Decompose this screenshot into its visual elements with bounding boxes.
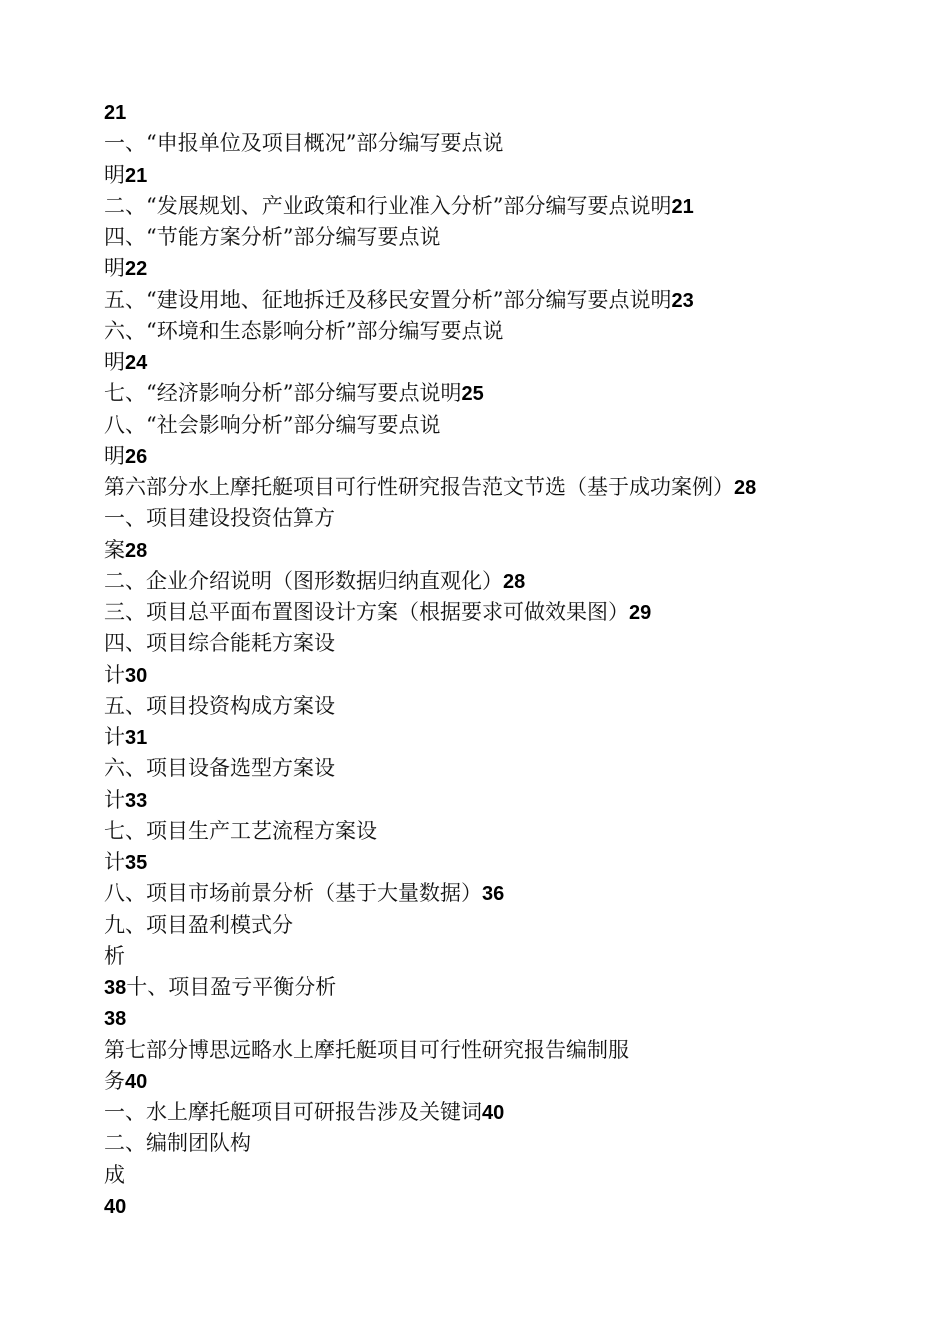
- toc-page-number: 21: [671, 195, 694, 218]
- toc-entry-title: 计: [104, 850, 125, 874]
- toc-page-number: 28: [503, 570, 526, 593]
- toc-page-number: 24: [125, 352, 148, 374]
- toc-line: [104, 472, 864, 503]
- toc-line: [104, 410, 864, 441]
- toc-line: [104, 878, 864, 909]
- toc-line: [104, 1191, 864, 1222]
- toc-entry-title: 六、项目设备选型方案设: [104, 756, 335, 781]
- toc-page-number: 40: [104, 1195, 127, 1218]
- toc-line: [104, 1066, 864, 1097]
- toc-line: [104, 503, 864, 534]
- toc-page-number: 21: [104, 102, 127, 124]
- toc-entry-title: 一、水上摩托艇项目可研报告涉及关键词: [104, 1100, 482, 1124]
- toc-page-number: 28: [734, 477, 757, 499]
- toc-line: [104, 535, 864, 566]
- toc-entry-title: 七、项目生产工艺流程方案设: [104, 818, 377, 843]
- toc-line: [104, 316, 864, 347]
- toc-entry-title: 成: [104, 1162, 125, 1187]
- toc-page-number: 26: [125, 445, 148, 468]
- toc-line: [104, 753, 864, 784]
- toc-entry-title: 三、项目总平面布置图设计方案（根据要求可做效果图）: [104, 600, 629, 624]
- toc-line: [104, 972, 864, 1003]
- toc-line: [104, 285, 864, 316]
- toc-line: [104, 816, 864, 847]
- toc-page-number: 38: [104, 977, 127, 999]
- toc-line: [104, 1128, 864, 1159]
- toc-line: [104, 597, 864, 628]
- toc-line: [104, 128, 864, 159]
- toc-entry-title: 八、项目市场前景分析（基于大量数据）: [104, 881, 482, 906]
- toc-entry-title: 第六部分水上摩托艇项目可行性研究报告范文节选（基于成功案例）: [104, 475, 734, 499]
- toc-entry-title: 计: [104, 787, 125, 812]
- toc-entry-title: 务: [104, 1068, 125, 1093]
- toc-page-number: 33: [125, 789, 148, 812]
- toc-entry-title: 五、“建设用地、征地拆迁及移民安置分析”部分编写要点说明: [104, 287, 672, 312]
- toc-page-number: 40: [125, 1070, 148, 1093]
- toc-page-number: 25: [461, 383, 484, 406]
- toc-page-number: 36: [482, 883, 505, 906]
- toc-entry-title: 十、项目盈亏平衡分析: [126, 975, 337, 999]
- toc-line: [104, 722, 864, 753]
- toc-entry-title: 九、项目盈利模式分: [104, 912, 293, 937]
- toc-entry-title: 一、项目建设投资估算方: [104, 506, 335, 531]
- toc-page-number: 30: [125, 664, 148, 687]
- toc-entry-title: 计: [104, 725, 125, 749]
- toc-line: [104, 253, 864, 284]
- toc-line: [104, 97, 864, 128]
- toc-line: [104, 785, 864, 816]
- toc-line: [104, 566, 864, 597]
- toc-entry-title: 二、“发展规划、产业政策和行业准入分析”部分编写要点说明: [104, 193, 672, 218]
- toc-line: [104, 1035, 864, 1066]
- toc-page-number: 38: [104, 1008, 127, 1031]
- toc-entry-title: 二、企业介绍说明（图形数据归纳直观化）: [104, 568, 503, 593]
- toc-line: [104, 222, 864, 253]
- toc-page-number: 40: [482, 1102, 505, 1124]
- toc-page-number: 28: [125, 539, 148, 562]
- toc-entry-title: 析: [104, 943, 125, 968]
- toc-line: [104, 347, 864, 378]
- toc-entry-title: 明: [104, 162, 125, 187]
- toc-entry-title: 五、项目投资构成方案设: [104, 693, 335, 718]
- toc-line: [104, 847, 864, 878]
- toc-entry-title: 六、“环境和生态影响分析”部分编写要点说: [104, 318, 504, 343]
- toc-entry-title: 四、“节能方案分析”部分编写要点说: [104, 225, 441, 249]
- toc-entry-title: 计: [104, 662, 125, 687]
- toc-page-number: 31: [125, 727, 148, 749]
- toc-line: [104, 1003, 864, 1034]
- toc-page-number: 21: [125, 164, 148, 187]
- toc-entry-title: 案: [104, 537, 125, 562]
- toc-line: [104, 628, 864, 659]
- toc-entry-title: 明: [104, 256, 125, 281]
- toc-line: [104, 910, 864, 941]
- toc-entry-title: 二、编制团队构: [104, 1131, 251, 1156]
- toc-line: [104, 160, 864, 191]
- toc-entry-title: 七、“经济影响分析”部分编写要点说明: [104, 381, 462, 406]
- toc-line: [104, 378, 864, 409]
- toc-page-number: 29: [629, 602, 652, 624]
- toc-page-number: 23: [671, 289, 694, 312]
- toc-line: [104, 941, 864, 972]
- toc-line: [104, 441, 864, 472]
- toc-line: [104, 691, 864, 722]
- toc-entry-title: 第七部分博思远略水上摩托艇项目可行性研究报告编制服: [104, 1037, 629, 1062]
- toc-line: [104, 1097, 864, 1128]
- toc-entry-title: 八、“社会影响分析”部分编写要点说: [104, 412, 441, 437]
- toc-entry-title: 明: [104, 350, 125, 374]
- toc-entry-title: 一、“申报单位及项目概况”部分编写要点说: [104, 131, 504, 156]
- toc-page-number: 35: [125, 852, 148, 874]
- table-of-contents: [104, 97, 864, 1222]
- toc-entry-title: 四、项目综合能耗方案设: [104, 631, 335, 656]
- toc-entry-title: 明: [104, 443, 125, 468]
- toc-line: [104, 1160, 864, 1191]
- toc-page-number: 22: [125, 258, 148, 281]
- toc-line: [104, 191, 864, 222]
- toc-line: [104, 660, 864, 691]
